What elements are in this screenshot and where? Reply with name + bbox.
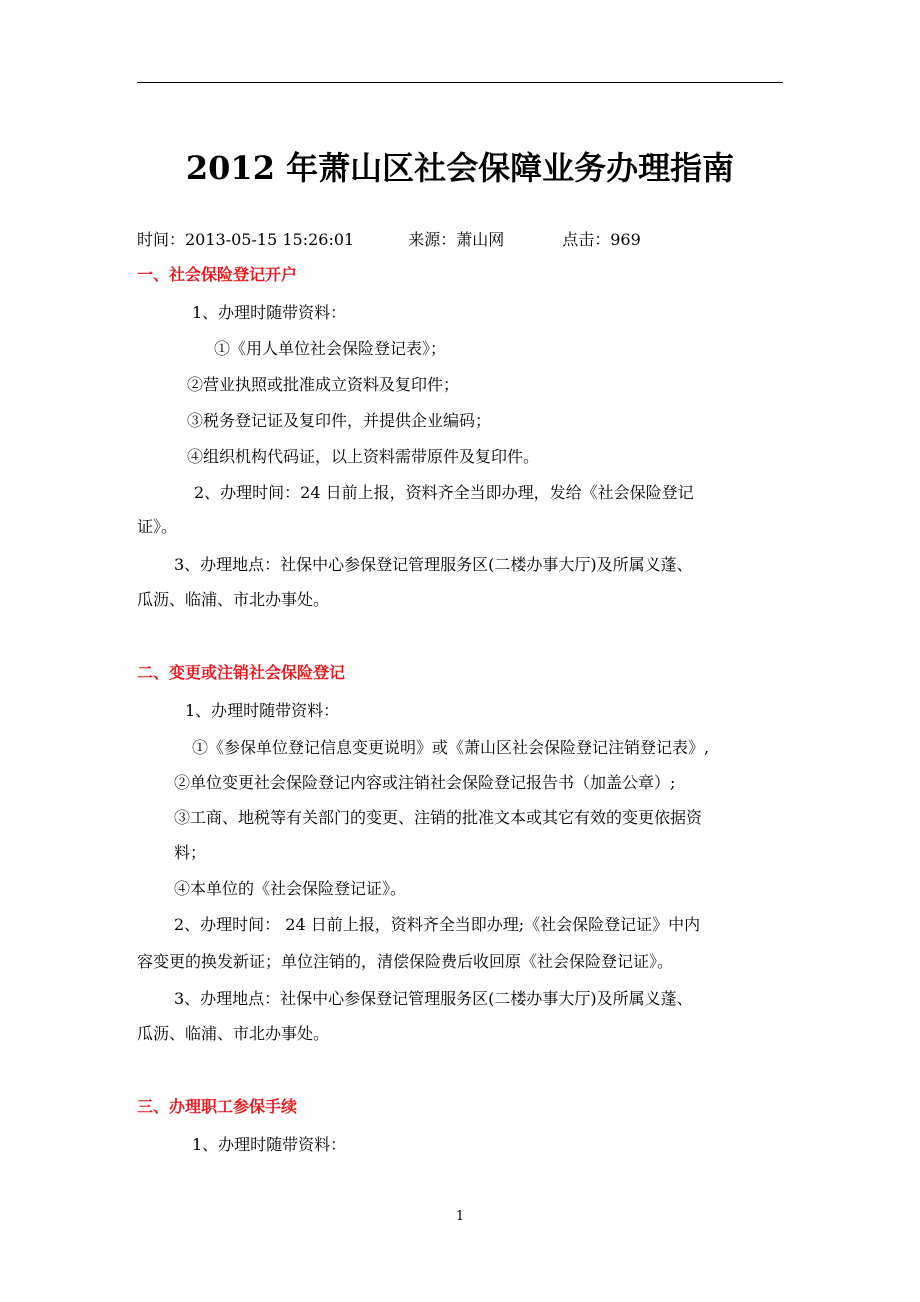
- section2-line: 容变更的换发新证；单位注销的，清偿保险费后收回原《社会保险登记证》。: [137, 952, 674, 971]
- section1-line: 1、办理时随带资料：: [192, 303, 347, 322]
- document-title: 2012 年萧山区社会保障业务办理指南: [185, 149, 735, 187]
- section3-heading: 三、办理职工参保手续: [137, 1097, 298, 1116]
- section1-line: 瓜沥、临浦、市北办事处。: [137, 590, 330, 609]
- section2-line: ④本单位的《社会保险登记证》。: [174, 879, 407, 898]
- section2-heading: 二、变更或注销社会保险登记: [137, 663, 346, 682]
- meta-time: 时间：2013-05-15 15:26:01: [137, 230, 355, 249]
- section1-line: 2、办理时间：24 日前上报，资料齐全当即办理，发给《社会保险登记: [194, 483, 694, 502]
- section1-line: 3、办理地点：社保中心参保登记管理服务区(二楼办事大厅)及所属义蓬、: [174, 555, 693, 574]
- section1-heading: 一、社会保险登记开户: [137, 265, 298, 284]
- meta-line: [137, 228, 641, 252]
- header-rule: [137, 82, 783, 83]
- page-number: 1: [455, 1209, 465, 1224]
- section1-line: ②营业执照或批准成立资料及复印件；: [187, 375, 460, 394]
- section2-line: 3、办理地点：社保中心参保登记管理服务区(二楼办事大厅)及所属义蓬、: [174, 989, 693, 1008]
- section2-line: ①《参保单位登记信息变更说明》或《萧山区社会保险登记注销登记表》,: [192, 738, 710, 757]
- section2-line: 2、办理时间： 24 日前上报，资料齐全当即办理;《社会保险登记证》中内: [174, 915, 701, 934]
- section2-line: 瓜沥、临浦、市北办事处。: [137, 1024, 330, 1043]
- section2-line: ③工商、地税等有关部门的变更、注销的批准文本或其它有效的变更依据资: [174, 808, 703, 827]
- meta-source: 来源：萧山网: [408, 230, 505, 249]
- section2-line: ②单位变更社会保险登记内容或注销社会保险登记报告书（加盖公章）;: [174, 773, 676, 792]
- meta-clicks: 点击：969: [562, 230, 641, 249]
- section1-line: ③税务登记证及复印件，并提供企业编码；: [187, 411, 492, 430]
- section2-line: 料；: [174, 843, 207, 862]
- section3-line: 1、办理时随带资料：: [192, 1135, 347, 1154]
- section2-line: 1、办理时随带资料：: [185, 701, 340, 720]
- section1-line: ④组织机构代码证，以上资料需带原件及复印件。: [187, 447, 540, 466]
- section1-line: ①《用人单位社会保险登记表》；: [214, 339, 447, 358]
- section1-line: 证》。: [137, 517, 178, 536]
